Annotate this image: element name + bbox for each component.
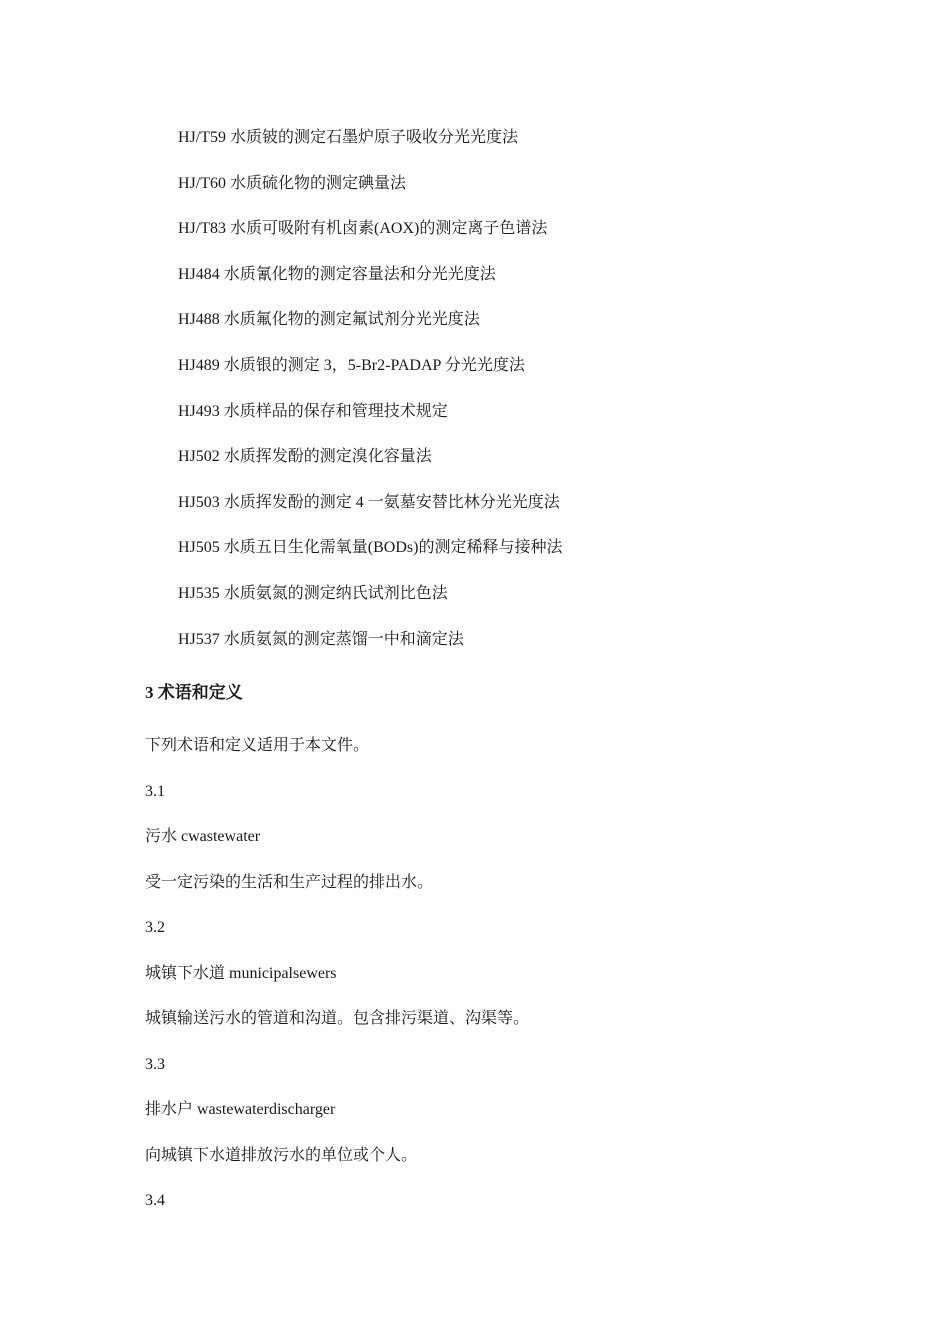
reference-item: HJ/T83 水质可吸附有机卤素(AOX)的测定离子色谱法 [178, 220, 548, 238]
terms-and-definitions [145, 735, 529, 1236]
reference-item: HJ488 水质氟化物的测定氟试剂分光光度法 [178, 311, 480, 329]
section-heading: 3 术语和定义 [145, 683, 243, 702]
normative-references-list [178, 127, 562, 674]
reference-item: HJ/T59 水质铍的测定石墨炉原子吸收分光光度法 [178, 129, 519, 146]
reference-item: HJ484 水质氰化物的测定容量法和分光光度法 [178, 265, 496, 283]
reference-item: HJ505 水质五日生化需氧量(BODs)的测定稀释与接种法 [178, 539, 563, 557]
term-name: 排水户 wastewaterdischarger [145, 1101, 336, 1118]
reference-item: HJ489 水质银的测定 3，5-Br2-PADAP 分光光度法 [178, 356, 525, 374]
reference-item: HJ537 水质氨氮的测定蒸馏一中和滴定法 [178, 630, 464, 648]
term-number: 3.3 [145, 1055, 165, 1073]
reference-item: HJ503 水质挥发酚的测定 4 一氨墓安替比林分光光度法 [178, 493, 560, 511]
term-definition: 城镇输送污水的管道和沟道。包含排污渠道、沟渠等。 [145, 1010, 530, 1027]
reference-item: HJ535 水质氨氮的测定纳氏试剂比色法 [178, 584, 448, 602]
term-definition: 受一定污染的生活和生产过程的排出水。 [145, 873, 434, 891]
term-number: 3.1 [145, 782, 165, 800]
term-name: 污水 cwastewater [145, 828, 261, 845]
section-intro: 下列术语和定义适用于本文件。 [145, 737, 370, 754]
term-number: 3.4 [145, 1192, 165, 1209]
term-name: 城镇下水道 municipalsewers [145, 964, 337, 982]
reference-item: HJ/T60 水质硫化物的测定碘量法 [178, 174, 407, 192]
reference-item: HJ493 水质样品的保存和管理技术规定 [178, 402, 448, 420]
reference-item: HJ502 水质挥发酚的测定溴化容量法 [178, 448, 432, 466]
term-definition: 向城镇下水道排放污水的单位或个人。 [145, 1146, 418, 1164]
term-number: 3.2 [145, 919, 165, 936]
